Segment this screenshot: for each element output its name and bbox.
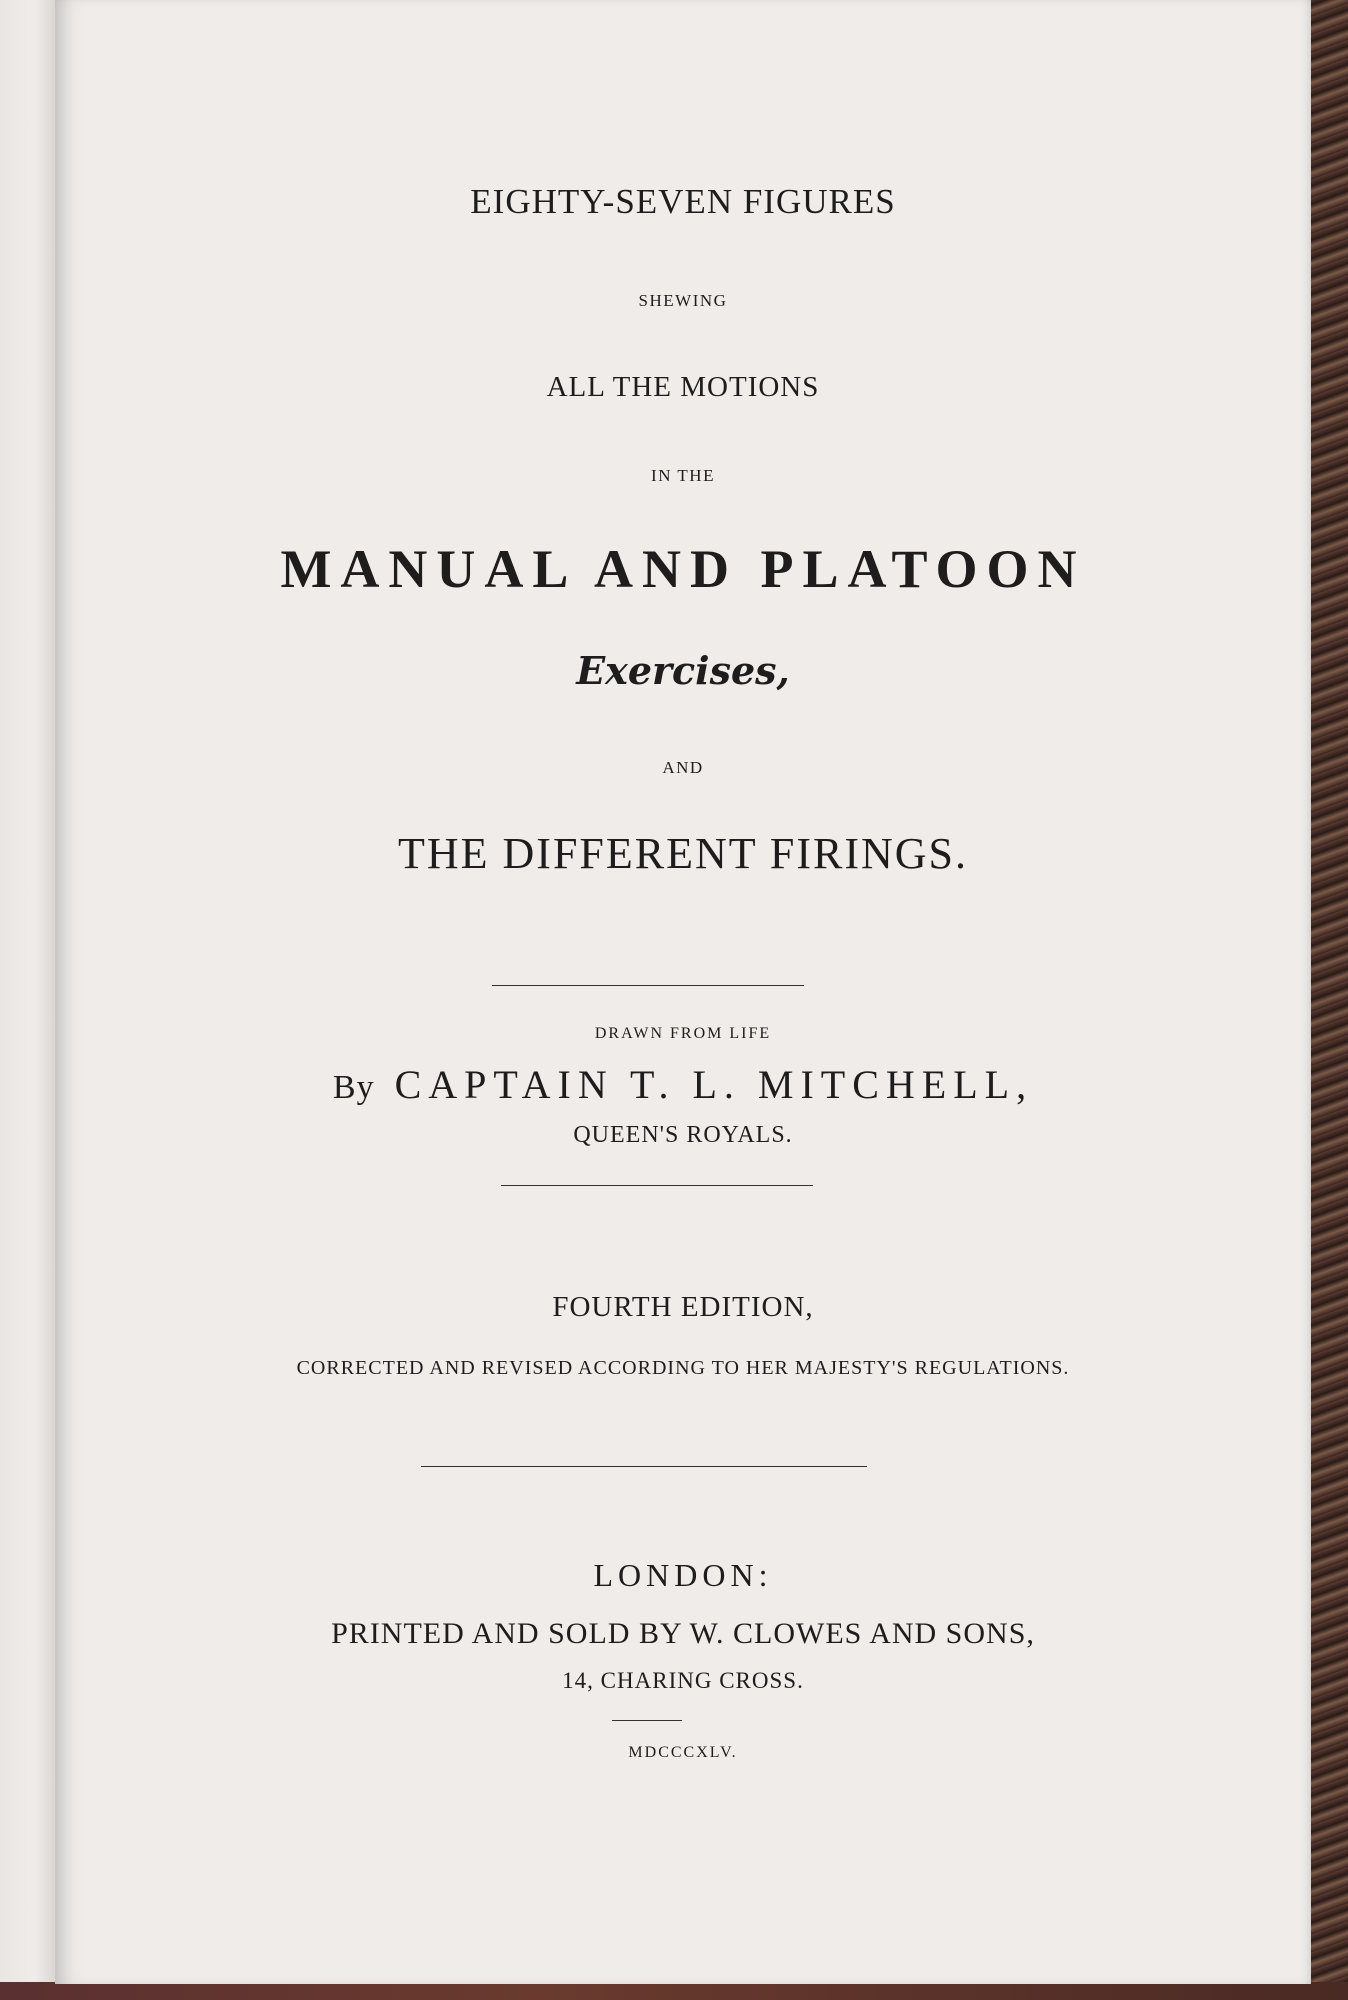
author-by: By [332, 1069, 375, 1106]
divider-rule [501, 1185, 813, 1186]
marbled-cover-edge [1308, 0, 1348, 2000]
imprint-printer: PRINTED AND SOLD BY W. CLOWES AND SONS, [331, 1617, 1035, 1650]
title-line-firings: THE DIFFERENT FIRINGS. [397, 829, 968, 878]
author-regiment: QUEEN'S ROYALS. [573, 1122, 793, 1148]
title-line-shewing: SHEWING [638, 291, 728, 310]
title-line-and: AND [662, 758, 704, 777]
corrected-line: CORRECTED AND REVISED ACCORDING TO HER MAJESTY'S REGULATIONS. [296, 1357, 1070, 1379]
imprint-year: MDCCCXLV. [628, 1744, 738, 1761]
divider-rule [421, 1466, 867, 1467]
title-line-motions: ALL THE MOTIONS [546, 371, 820, 403]
cover-bottom-edge [0, 1982, 1348, 2000]
title-line-exercises: Exercises, [576, 648, 790, 693]
author-name: CAPTAIN T. L. MITCHELL, [394, 1062, 1034, 1107]
facing-page-edge [0, 0, 59, 1990]
title-line-manual-platoon: MANUAL AND PLATOON [280, 539, 1086, 599]
drawn-from-life: DRAWN FROM LIFE [594, 1025, 772, 1042]
edition-line: FOURTH EDITION, [552, 1291, 814, 1323]
imprint-city: LONDON: [593, 1557, 773, 1593]
title-line-in-the: IN THE [651, 466, 715, 485]
title-page [55, 0, 1311, 1984]
imprint-address: 14, CHARING CROSS. [562, 1668, 804, 1693]
title-line-figures: EIGHTY-SEVEN FIGURES [470, 182, 896, 221]
divider-rule [612, 1720, 682, 1721]
author-line [55, 1061, 1311, 1108]
divider-rule [492, 985, 804, 986]
